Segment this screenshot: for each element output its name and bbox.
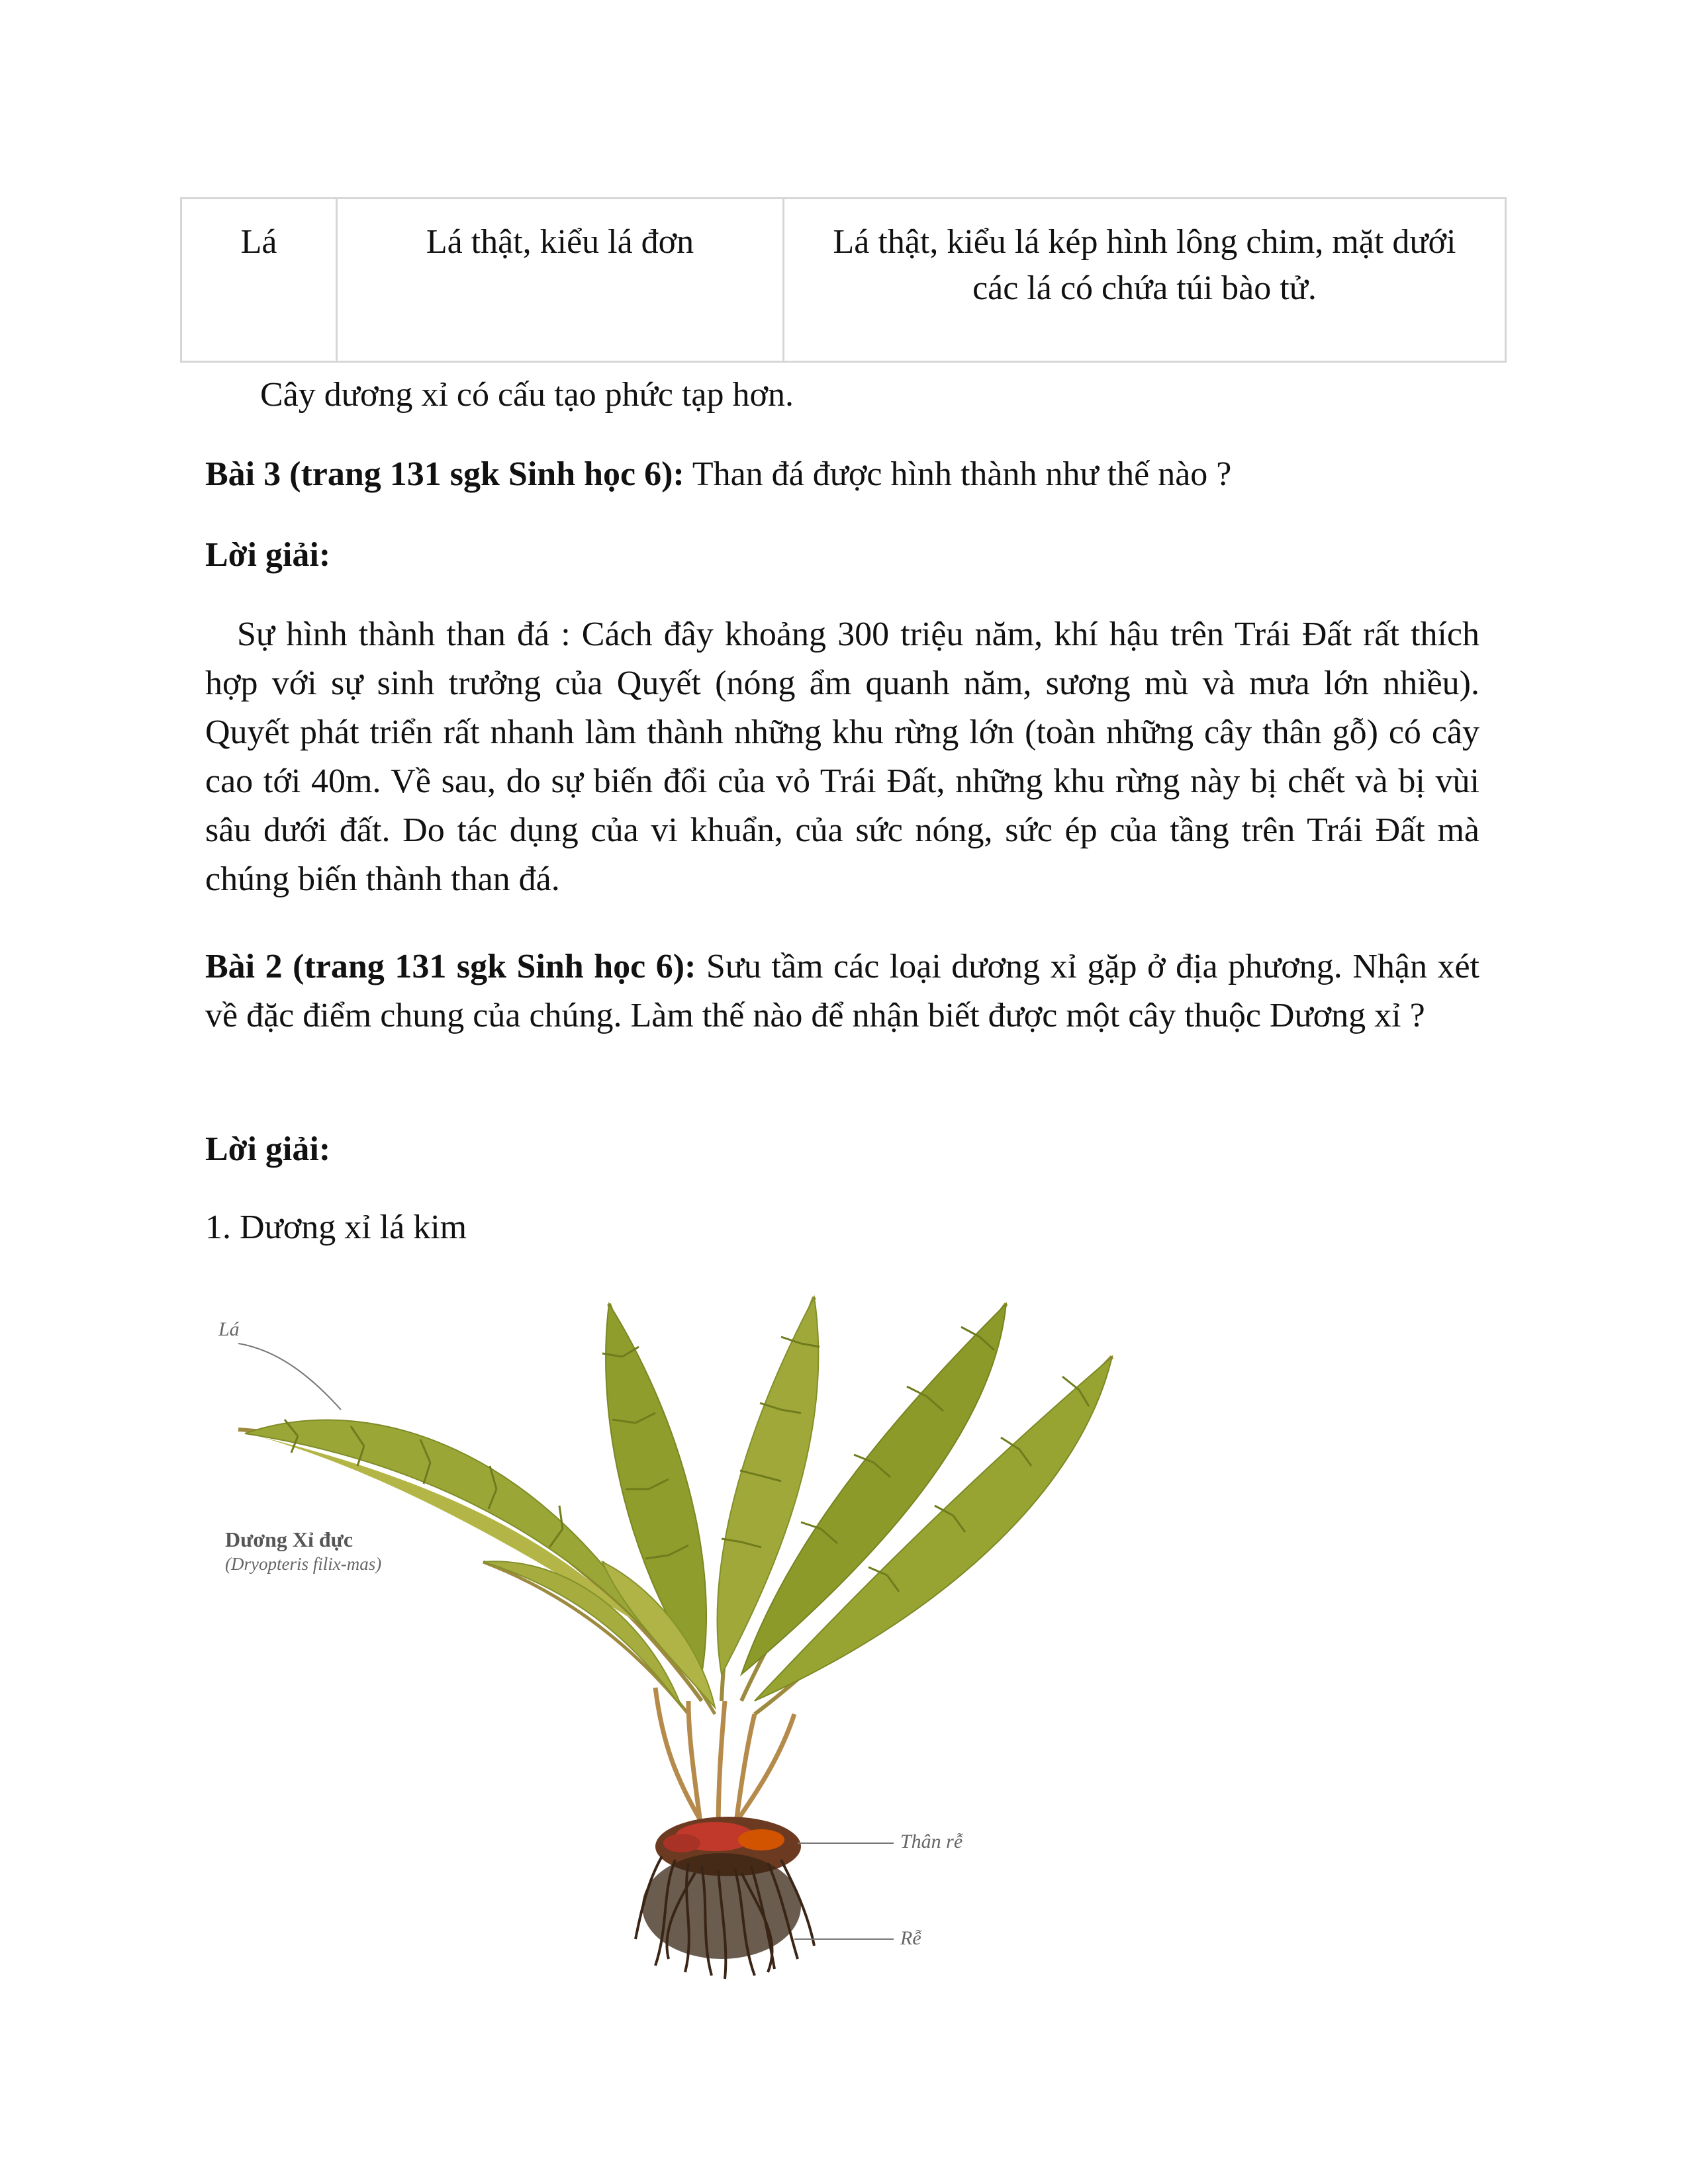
question-3-heading: Bài 3 (trang 131 sgk Sinh học 6):: [205, 455, 684, 493]
fern-illustration: [199, 1277, 1271, 1985]
figure-label-leaf: Lá: [218, 1318, 240, 1340]
answer-3-label: Lời giải:: [205, 536, 331, 574]
question-2-heading: Bài 2 (trang 131 sgk Sinh học 6):: [205, 948, 696, 985]
conclusion-text: Cây dương xỉ có cấu tạo phức tạp hơn.: [260, 376, 794, 414]
table-cell-fern-leaf: Lá thật, kiểu lá kép hình lông chim, mặt dưới các lá có chứa túi bào tử.: [784, 199, 1506, 362]
figure-label-root: Rễ: [900, 1927, 921, 1949]
question-3: [205, 450, 1479, 499]
figure-title: Dương Xỉ đực: [225, 1527, 353, 1551]
root-mass: [642, 1853, 801, 1959]
answer-2-label: Lời giải:: [205, 1130, 331, 1168]
table-row: [181, 199, 1506, 362]
question-3-text: Than đá được hình thành như thế nào ?: [684, 455, 1232, 493]
table-cell-moss-leaf: Lá thật, kiểu lá đơn: [337, 199, 784, 362]
question-2: [205, 942, 1479, 1040]
figure-scientific-name: (Dryopteris filix-mas): [225, 1554, 382, 1574]
question-2-text: Sưu tầm các loại dương xỉ gặp ở địa phương. Nhận xét về đặc điểm chung của chúng. Làm thế nào để nhận biết được một cây thuộc Dương xỉ ?: [205, 948, 1480, 1034]
figure-label-rhizome: Thân rễ: [900, 1831, 963, 1852]
petioles: [655, 1688, 794, 1833]
comparison-table: [180, 197, 1507, 363]
answer-3-text: Sự hình thành than đá : Cách đây khoảng 300 triệu năm, khí hậu trên Trái Đất rất thích hợp với sự sinh trưởng của Quyết (nóng ẩm quanh năm, sương mù và mưa lớn nhiều). Quyết phát triển rất nhanh làm thành những khu rừng lớn (toàn những cây thân gỗ) có cây cao tới 40m. Về sau, do sự biến đổi của vỏ Trái Đất, những khu rừng này bị chết và bị vùi sâu dưới đất. Do tác dụng của vi khuẩn, của sức nóng, sức ép của tầng trên Trái Đất mà chúng biến thành than đá.: [205, 615, 1479, 898]
fronds: [238, 1297, 1112, 1714]
list-item: 1. Dương xỉ lá kim: [205, 1208, 467, 1246]
table-cell-feature: Lá: [181, 199, 337, 362]
fern-figure: [199, 1277, 1271, 1985]
